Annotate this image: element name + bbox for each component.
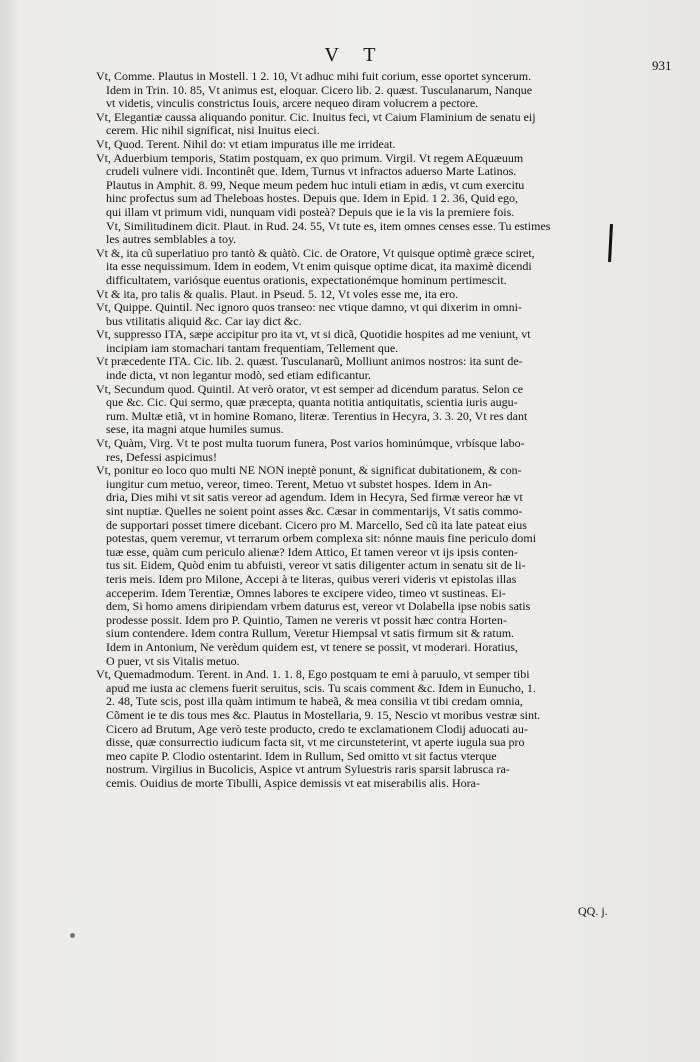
entry-line: dem, Si homo amens diripiendam vrbem daturus est, vereor vt Dolabella ipse nobis satis — [106, 600, 531, 614]
entry-line: Idem in Antonium, Ne verèdum quidem est, vt tenere se possit, vt moderari. Horatius, — [106, 640, 518, 654]
dictionary-entry — [96, 437, 614, 464]
entry-line: que &c. Cic. Qui sermo, quæ præcepta, quanta notitia antiquitatis, scientia iuris augu- — [106, 396, 518, 410]
entry-line: tuæ esse, quàm cum periculo alienæ? Idem Attico, Et tamen vereor vt ijs ipsis conten- — [106, 545, 518, 559]
entry-line: acceperim. Idem Terentiæ, Omnes labores te excipere video, timeo vt sustineas. Ei- — [106, 586, 506, 600]
entry-line: Vt, Quod. Terent. Nihil do: vt etiam impuratus ille me irrideat. — [96, 137, 396, 151]
entry-line: Vt præcedente ITA. Cic. lib. 2. quæst. Tusculanarũ, Molliunt animos nostros: ita sunt de- — [96, 355, 523, 369]
dictionary-entries — [96, 70, 614, 790]
entry-line: cerem. Hic nihil significat, nisi Inuitus eieci. — [106, 124, 320, 138]
dictionary-entry — [96, 328, 614, 355]
entry-line: de supportari posset timere dicebant. Cicero pro M. Marcello, Sed cũ ita late pateat eius — [106, 518, 527, 532]
entry-line: O puer, vt sis Vitalis metuo. — [106, 654, 240, 668]
entry-line: Vt, suppresso ITA, sæpe accipitur pro ita vt, vt si dicã, Quotidie hospites ad me veniunt, vt — [96, 328, 531, 342]
entry-line: tus sit. Eidem, Quòd enim tu abfuisti, vereor vt satis diligenter actum in senatu sit de li- — [106, 559, 526, 573]
dictionary-entry — [96, 138, 614, 152]
entry-line: teris meis. Idem pro Milone, Accepi à te literas, quibus vereri videris vt epistolas illas — [106, 572, 517, 586]
entry-line: qui illam vt primum vidi, nunquam vidi posteà? Depuis que ie la vis la premiere fois. — [106, 205, 515, 219]
entry-line: sium contendere. Idem contra Rullum, Veretur Hiempsal vt satis firmum sit & ratum. — [106, 627, 515, 641]
dictionary-entry — [96, 383, 614, 437]
entry-line: incipiam iam stomachari tantam frequentiam, Tellement que. — [106, 341, 399, 355]
entry-line: Cicero ad Brutum, Age verò teste producto, credo te exclamationem Clodij aduocati au- — [106, 722, 528, 736]
entry-line: Vt & ita, pro talis & qualis. Plaut. in Pseud. 5. 12, Vt voles esse me, ita ero. — [96, 287, 459, 301]
entry-line: les autres semblables a toy. — [106, 233, 237, 247]
entry-line: apud me iusta ac clemens fuerit seruitus, scis. Tu scais comment &c. Idem in Eunucho, 1. — [106, 681, 536, 695]
entry-line: res, Defessi aspicimus! — [106, 450, 217, 464]
entry-line: disse, quæ consurrectio iudicum facta sit, vt me circunsteterint, vt aperte iugula sua pro — [106, 736, 525, 750]
entry-line: Idem in Trin. 10. 85, Vt animus est, eloquar. Cicero lib. 2. quæst. Tusculanarum, Nanque — [106, 83, 533, 97]
dictionary-entry — [96, 70, 614, 111]
entry-line: Vt, Quippe. Quintil. Nec ignoro quos transeo: nec vtique damno, vt qui dixerim in omni- — [96, 301, 522, 315]
dictionary-entry — [96, 301, 614, 328]
entry-line: rum. Multæ etiã, vt in homine Romano, literæ. Terentius in Hecyra, 3. 3. 20, Vt res dant — [106, 409, 528, 423]
entry-line: Vt, Quemadmodum. Terent. in And. 1. 1. 8, Ego postquam te emi à paruulo, vt semper tibi — [96, 668, 530, 682]
entry-line: 2. 48, Tute scis, post illa quàm intimum te habeã, & mea consilia vt tibi credam omnia, — [106, 695, 523, 709]
entry-line: Vt, Similitudinem dicit. Plaut. in Rud. 24. 55, Vt tute es, item omnes censes esse. Tu estimes — [106, 219, 551, 233]
entry-line: dria, Dies mihi vt sit satis vereor ad agendum. Idem in Hecyra, Sed firmæ vereor hæ vt — [106, 491, 523, 505]
entry-line: sint nuptiæ. Quelles ne soient point asses &c. Cæsar in commentarijs, Vt satis commo- — [106, 505, 523, 518]
entry-line: Cõment ie te dis tous mes &c. Plautus in Mostellaria, 9. 15, Nescio vt moribus vestræ sint. — [106, 708, 541, 722]
entry-line: Vt, Quàm, Virg. Vt te post multa tuorum funera, Post varios hominúmque, vrbísque labo- — [96, 437, 525, 451]
entry-line: Plautus in Amphit. 8. 99, Neque meum pedem huc intuli etiam in ædis, vt cum exercitu — [106, 178, 525, 192]
entry-line: crudeli vulnere vidi. Incontinêt que. Idem, Turnus vt infractos aduerso Marte Latinos. — [106, 165, 517, 179]
dictionary-entry — [96, 355, 614, 382]
dictionary-entry — [96, 152, 614, 247]
entry-line: bus vtilitatis aliquid &c. Car iay dict &c. — [106, 314, 302, 328]
page-number: 931 — [652, 58, 672, 73]
entry-line: Vt, Aduerbium temporis, Statim postquam, ex quo primum. Virgil. Vt regem AEquæuum — [96, 151, 524, 165]
paper-spot — [70, 933, 75, 938]
dictionary-entry — [96, 111, 614, 138]
entry-line: iungitur cum metuo, vereor, timeo. Terent, Metuo vt substet hospes. Idem in An- — [106, 477, 493, 491]
entry-line: meo capite P. Clodio ostentarint. Idem in Rullum, Sed omitto vt sit factus vterque — [106, 749, 497, 763]
dictionary-entry — [96, 247, 614, 288]
dictionary-entry — [96, 288, 614, 302]
entry-line: inde dicta, vt non legantur modò, sed etiam edificantur. — [106, 369, 371, 383]
entry-line: difficultatem, variósque euentus orationis, expectationémque hominum pertimescit. — [106, 273, 507, 287]
entry-line: hinc profectus sum ad Theleboas hostes. Depuis que. Idem in Epid. 1 2. 36, Quid ego, — [106, 192, 519, 206]
entry-line: Vt &, ita cũ superlatiuo pro tantò & quàtò. Cic. de Oratore, Vt quisque optimè græce sciret, — [96, 246, 535, 260]
entry-line: Vt, Elegantiæ caussa aliquando ponitur. Cic. Inuitus feci, vt Caium Flaminium de senatu eij — [96, 110, 536, 124]
entry-line: nostrum. Virgilius in Bucolicis, Aspice vt antrum Syluestris raris sparsit labrusca ra- — [106, 763, 510, 777]
running-header: V T — [324, 44, 386, 66]
entry-line: cemis. Ouidius de morte Tibulli, Aspice demissis vt eat miserabilis alis. Hora- — [106, 776, 480, 790]
printer-signature-mark: QQ. j. — [578, 904, 608, 918]
entry-line: ita esse nequissimum. Idem in eodem, Vt enim quisque optime dicat, ita maximè dicendi — [106, 260, 532, 274]
entry-line: vt videtis, vinculis constrictus Iouis, arcere nequeo diram volucrem a pectore. — [106, 97, 479, 111]
entry-line: Vt, Comme. Plautus in Mostell. 1 2. 10, Vt adhuc mihi fuit corium, esse oportet syncerum. — [96, 70, 532, 83]
entry-line: prodesse possit. Idem pro P. Quintio, Tamen ne vereris vt possit hæc contra Horten- — [106, 613, 507, 627]
entry-line: Vt, Secundum quod. Quintil. At verò orator, vt est semper ad dicendum paratus. Selon ce — [96, 382, 524, 396]
entry-line: sese, ita magni atque humiles sumus. — [106, 423, 284, 437]
dictionary-entry — [96, 668, 614, 790]
entry-line: potestas, quem veremur, vt terrarum orbem complexa sit: nónne mauis fine periculo domi — [106, 532, 537, 546]
dictionary-entry — [96, 464, 614, 668]
entry-line: Vt, ponitur eo loco quo multi NE NON ineptè ponunt, & significat dubitationem, & con- — [96, 464, 522, 478]
